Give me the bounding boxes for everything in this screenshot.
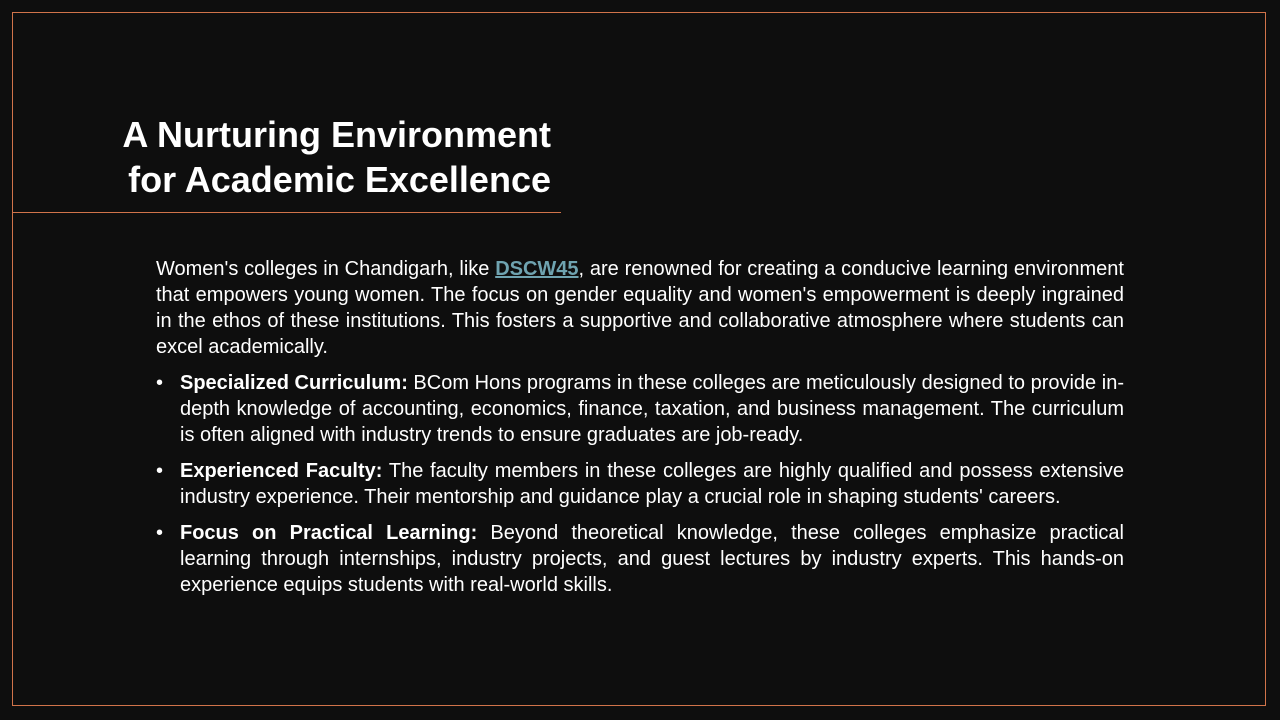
bullet-dot-icon: • (156, 460, 164, 482)
bullet-item-experienced-faculty (156, 458, 1124, 510)
title-underline-rule (13, 212, 561, 213)
bullet-item-practical-learning (156, 520, 1124, 598)
bullet-text: Beyond theoretical knowledge, these colleges emphasize practical learning through internships, industry projects, and guest lectures by industry experts. This hands-on experience equips students with real-world skills. (180, 522, 1124, 596)
intro-text-before-link: Women's colleges in Chandigarh, like (156, 258, 496, 280)
slide-title-line-1: A Nurturing Environment (122, 114, 551, 155)
bullet-title: Specialized Curriculum: (180, 372, 408, 394)
slide-body (156, 256, 1124, 608)
dscw45-link[interactable]: DSCW45 (495, 258, 579, 280)
slide-title (122, 112, 551, 202)
bullet-text: The faculty members in these colleges are highly qualified and possess extensive industry experience. Their mentorship and guidance play a crucial role in shaping students' careers. (180, 460, 1124, 508)
bullet-dot-icon: • (156, 522, 164, 544)
bullet-item-specialized-curriculum (156, 370, 1124, 448)
intro-text-after-link: , are renowned for creating a conducive learning environment that empowers young women. The focus on gender equality and women's empowerment is deeply ingrained in the ethos of these institutions. This fosters a supportive and collaborative atmosphere where students can excel academically. (156, 258, 1124, 358)
intro-paragraph (156, 256, 1124, 360)
bullet-dot-icon: • (156, 372, 164, 394)
bullet-list (156, 370, 1124, 598)
bullet-text: BCom Hons programs in these colleges are meticulously designed to provide in-depth knowledge of accounting, economics, finance, taxation, and business management. The curriculum is often aligned with industry trends to ensure graduates are job-ready. (180, 372, 1124, 446)
slide-title-line-2: for Academic Excellence (128, 159, 551, 200)
bullet-title: Experienced Faculty: (180, 460, 383, 482)
bullet-title: Focus on Practical Learning: (180, 522, 478, 544)
